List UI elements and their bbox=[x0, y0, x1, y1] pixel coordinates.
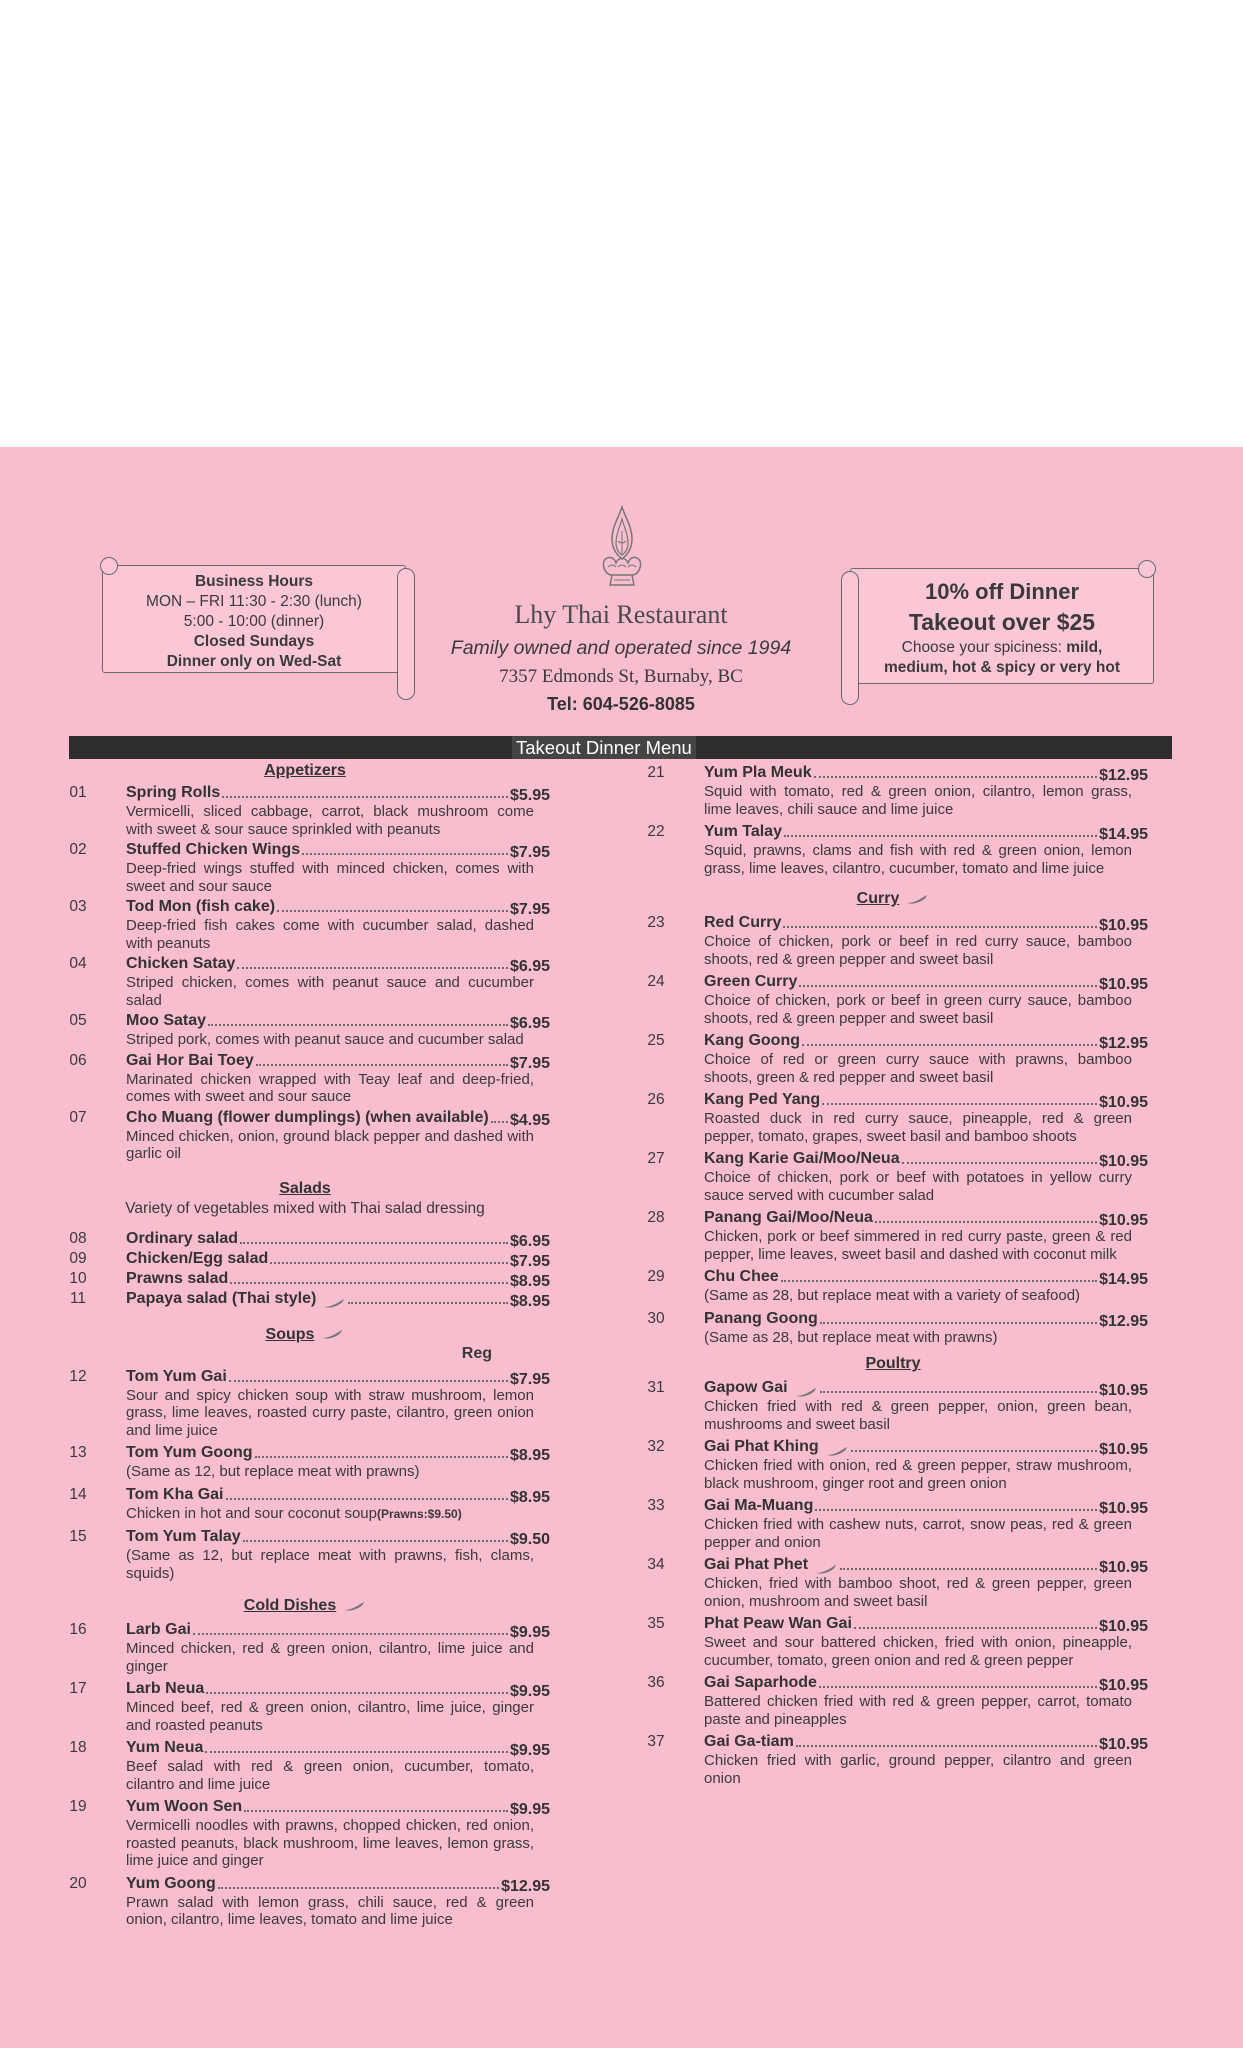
item-number: 13 bbox=[69, 1444, 87, 1461]
item-number: 35 bbox=[647, 1615, 665, 1632]
menu-item bbox=[60, 1289, 550, 1309]
menu-item bbox=[60, 1367, 550, 1440]
dot-leader bbox=[244, 1810, 508, 1812]
dot-leader bbox=[240, 1242, 508, 1244]
item-price: $6.95 bbox=[509, 958, 550, 975]
item-number: 33 bbox=[647, 1497, 665, 1514]
thai-crown-logo bbox=[598, 505, 646, 591]
menu-item bbox=[60, 1527, 550, 1582]
item-name: Kang Ped Yang bbox=[704, 1091, 821, 1108]
item-price: $5.95 bbox=[509, 787, 550, 804]
item-number: 05 bbox=[69, 1012, 87, 1029]
menu-item bbox=[638, 1732, 1148, 1787]
item-number: 37 bbox=[647, 1733, 665, 1750]
item-name: Gai Phat Phet bbox=[704, 1556, 809, 1573]
dot-leader bbox=[243, 1540, 508, 1542]
menu-item bbox=[638, 972, 1148, 1027]
dot-leader bbox=[802, 1044, 1097, 1046]
item-name: Green Curry bbox=[704, 973, 798, 990]
promo-discount: 10% off Dinner bbox=[924, 579, 1080, 604]
hours-dinner: 5:00 - 10:00 (dinner) bbox=[183, 613, 325, 630]
item-description: Choice of chicken, pork or beef in red curry sauce, bamboo shoots, red & green pepper and sweet basil bbox=[704, 933, 1132, 968]
item-number: 23 bbox=[647, 914, 665, 931]
dot-leader bbox=[230, 1282, 508, 1284]
item-price: $10.95 bbox=[1099, 1677, 1148, 1694]
item-price: $7.95 bbox=[509, 901, 550, 918]
menu-item bbox=[638, 1149, 1148, 1204]
item-price: $4.95 bbox=[509, 1111, 550, 1129]
menu-item bbox=[60, 1620, 550, 1675]
promo-banner bbox=[850, 568, 1154, 684]
item-description: Chicken in hot and sour coconut soup(Prawns:$9.50) bbox=[126, 1504, 462, 1522]
menu-item bbox=[60, 954, 550, 1009]
right-column bbox=[638, 759, 1148, 1787]
item-name: Yum Pla Meuk bbox=[704, 764, 812, 781]
item-description: Chicken fried with cashew nuts, carrot, snow peas, red & green pepper and onion bbox=[704, 1516, 1132, 1551]
dot-leader bbox=[796, 1745, 1097, 1747]
item-name: Tom Kha Gai bbox=[126, 1485, 224, 1503]
chili-pepper-icon bbox=[342, 1600, 366, 1612]
menu-item bbox=[60, 1485, 550, 1524]
item-number: 08 bbox=[69, 1229, 87, 1247]
menu-item bbox=[638, 763, 1148, 818]
item-description-extra: (Prawns:$9.50) bbox=[377, 1506, 462, 1521]
item-price: $12.95 bbox=[1099, 1035, 1148, 1052]
item-description: Sour and spicy chicken soup with straw mushroom, lemon grass, lime leaves, roasted curry paste, cilantro, green onion and lime juice bbox=[126, 1386, 534, 1439]
item-name: Tom Yum Gai bbox=[126, 1367, 227, 1385]
menu-item bbox=[60, 1443, 550, 1481]
item-name: Spring Rolls bbox=[126, 784, 221, 801]
menu-item bbox=[60, 783, 550, 838]
item-number: 11 bbox=[69, 1289, 87, 1307]
item-number: 24 bbox=[647, 973, 665, 990]
item-number: 12 bbox=[69, 1367, 87, 1385]
hours-title: Business Hours bbox=[194, 573, 313, 590]
item-price: $6.95 bbox=[509, 1015, 550, 1032]
promo-spiciness-levels: medium, hot & spicy or very hot bbox=[884, 659, 1120, 676]
dot-leader bbox=[820, 1322, 1097, 1324]
item-name: Panang Goong bbox=[704, 1309, 818, 1327]
item-price: $7.95 bbox=[509, 1370, 550, 1388]
item-number: 17 bbox=[69, 1680, 87, 1697]
item-name: Panang Gai/Moo/Neua bbox=[704, 1209, 873, 1226]
dot-leader bbox=[277, 910, 508, 912]
item-description: (Same as 12, but replace meat with prawns) bbox=[126, 1463, 420, 1480]
item-number: 09 bbox=[69, 1249, 87, 1267]
item-name: Ordinary salad bbox=[126, 1229, 239, 1247]
item-name: Kang Karie Gai/Moo/Neua bbox=[704, 1150, 900, 1167]
dot-leader bbox=[226, 1498, 508, 1500]
item-description: Chicken fried with onion, red & green pepper, straw mushroom, black mushroom, ginger root and green onion bbox=[704, 1457, 1132, 1492]
item-price: $10.95 bbox=[1099, 1441, 1148, 1458]
promo-spiciness: Choose your spiciness: mild, bbox=[901, 639, 1103, 656]
menu-item bbox=[638, 822, 1148, 877]
dot-leader bbox=[875, 1221, 1097, 1223]
hours-weekday: MON – FRI 11:30 - 2:30 (lunch) bbox=[146, 593, 362, 610]
item-price: $10.95 bbox=[1099, 1153, 1148, 1170]
menu-item bbox=[60, 840, 550, 895]
menu-item bbox=[638, 1614, 1148, 1669]
item-price: $8.95 bbox=[509, 1272, 550, 1290]
item-price: $7.95 bbox=[509, 1054, 550, 1072]
dot-leader bbox=[815, 1509, 1097, 1511]
item-description: Striped chicken, comes with peanut sauce and cucumber salad bbox=[126, 974, 534, 1009]
item-number: 01 bbox=[69, 784, 87, 801]
item-name: Tom Yum Talay bbox=[126, 1528, 241, 1545]
item-name: Gai Saparhode bbox=[704, 1674, 817, 1691]
item-number: 07 bbox=[69, 1108, 87, 1126]
item-description: Choice of chicken, pork or beef in green curry sauce, bamboo shoots, red & green pepper and sweet basil bbox=[704, 992, 1132, 1027]
left-column bbox=[60, 759, 550, 1929]
menu-item bbox=[638, 1031, 1148, 1086]
hours-closed: Closed Sundays bbox=[193, 633, 315, 650]
dot-leader bbox=[814, 776, 1097, 778]
menu-item bbox=[638, 1437, 1148, 1492]
item-price: $10.95 bbox=[1099, 1212, 1148, 1229]
item-name: Red Curry bbox=[704, 914, 782, 931]
menu-item bbox=[638, 1378, 1148, 1433]
item-number: 25 bbox=[647, 1032, 665, 1049]
item-description: Chicken fried with garlic, ground pepper, cilantro and green onion bbox=[704, 1752, 1132, 1787]
dot-leader bbox=[206, 1692, 508, 1694]
section-appetizers: Appetizers bbox=[264, 762, 346, 779]
item-description: Chicken, fried with bamboo shoot, red & green pepper, green onion, mushroom and sweet basil bbox=[704, 1575, 1132, 1610]
item-description: Chicken, pork or beef simmered in red curry paste, green & red pepper, lime leaves, sweet basil and dashed with coconut milk bbox=[704, 1228, 1132, 1263]
item-price: $10.95 bbox=[1099, 976, 1148, 993]
item-name: Yum Woon Sen bbox=[126, 1798, 243, 1815]
item-description: Beef salad with red & green onion, cucumber, tomato, cilantro and lime juice bbox=[126, 1758, 534, 1793]
dot-leader bbox=[851, 1450, 1097, 1452]
menu-item bbox=[60, 1874, 550, 1929]
item-name: Papaya salad (Thai style) bbox=[126, 1289, 317, 1307]
dot-leader bbox=[783, 926, 1097, 928]
item-number: 19 bbox=[69, 1798, 87, 1815]
dot-leader bbox=[902, 1162, 1097, 1164]
item-name: Kang Goong bbox=[704, 1032, 800, 1049]
menu-item bbox=[60, 1011, 550, 1049]
item-description: Battered chicken fried with red & green pepper, carrot, tomato paste and pineapples bbox=[704, 1693, 1132, 1728]
dot-leader bbox=[348, 1302, 508, 1304]
dot-leader bbox=[270, 1262, 508, 1264]
item-price: $14.95 bbox=[1099, 826, 1148, 843]
item-description: Vermicelli, sliced cabbage, carrot, black mushroom come with sweet & sour sauce sprinkled with peanuts bbox=[126, 803, 534, 838]
business-hours-banner bbox=[102, 565, 406, 673]
restaurant-tagline: Family owned and operated since 1994 bbox=[450, 637, 792, 659]
dot-leader bbox=[193, 1633, 508, 1635]
item-name: Yum Talay bbox=[704, 823, 782, 840]
item-price: $8.95 bbox=[509, 1292, 550, 1310]
item-price: $9.95 bbox=[509, 1624, 550, 1641]
item-name: Cho Muang (flower dumplings) (when available) bbox=[126, 1108, 489, 1126]
dot-leader bbox=[302, 853, 508, 855]
item-number: 03 bbox=[69, 898, 87, 915]
item-price: $10.95 bbox=[1099, 1618, 1148, 1635]
item-price: $10.95 bbox=[1099, 1382, 1148, 1399]
menu-title-bar bbox=[69, 736, 1172, 759]
item-number: 04 bbox=[69, 955, 87, 972]
item-name: Yum Goong bbox=[126, 1874, 216, 1892]
item-name: Gai Phat Khing bbox=[704, 1438, 819, 1455]
dot-leader bbox=[205, 1751, 508, 1753]
item-description: Choice of chicken, pork or beef with potatoes in yellow curry sauce served with cucumber salad bbox=[704, 1169, 1132, 1204]
item-number: 20 bbox=[69, 1874, 87, 1892]
menu-item bbox=[60, 1229, 550, 1249]
item-name: Moo Satay bbox=[126, 1012, 207, 1029]
item-price: $12.95 bbox=[501, 1877, 550, 1895]
item-number: 15 bbox=[69, 1528, 87, 1545]
item-description: Deep-fried fish cakes come with cucumber salad, dashed with peanuts bbox=[126, 917, 534, 952]
menu-item bbox=[638, 1673, 1148, 1728]
menu-item bbox=[60, 1679, 550, 1734]
item-price: $14.95 bbox=[1099, 1271, 1148, 1288]
menu-item bbox=[60, 1269, 550, 1289]
item-name: Chicken Satay bbox=[126, 955, 236, 972]
menu-item bbox=[60, 1108, 550, 1163]
dot-leader bbox=[822, 1103, 1097, 1105]
item-name: Larb Gai bbox=[126, 1621, 191, 1638]
item-number: 06 bbox=[69, 1051, 87, 1069]
item-price: $7.95 bbox=[509, 1252, 550, 1270]
item-description: Squid, prawns, clams and fish with red & green onion, lemon grass, lime leaves, cilantro, cucumber, tomato and lime juice bbox=[704, 842, 1132, 877]
dot-leader bbox=[208, 1024, 508, 1026]
item-price: $9.95 bbox=[509, 1683, 550, 1700]
soups-reg-label: Reg bbox=[461, 1344, 492, 1362]
dot-leader bbox=[256, 1064, 508, 1066]
menu-item bbox=[60, 1738, 550, 1793]
item-number: 18 bbox=[69, 1739, 87, 1756]
section-soups: Soups bbox=[60, 1325, 550, 1345]
dot-leader bbox=[237, 967, 508, 969]
dot-leader bbox=[222, 796, 508, 798]
item-number: 16 bbox=[69, 1621, 87, 1638]
item-number: 27 bbox=[647, 1150, 665, 1167]
item-price: $9.95 bbox=[509, 1801, 550, 1818]
restaurant-header bbox=[400, 597, 842, 717]
dot-leader bbox=[491, 1121, 508, 1123]
chili-pepper-icon bbox=[905, 893, 929, 905]
item-description: Vermicelli noodles with prawns, chopped chicken, red onion, roasted peanuts, black mushroom, lime leaves, lemon grass, lime juice and ginger bbox=[126, 1817, 534, 1869]
item-description: Squid with tomato, red & green onion, cilantro, lemon grass, lime leaves, chili sauce and lime juice bbox=[704, 783, 1132, 818]
item-name: Tod Mon (fish cake) bbox=[126, 898, 276, 915]
item-description: Minced chicken, onion, ground black pepper and dashed with garlic oil bbox=[126, 1127, 534, 1162]
item-number: 31 bbox=[647, 1379, 665, 1396]
item-price: $10.95 bbox=[1099, 1094, 1148, 1111]
section-cold-dishes: Cold Dishes bbox=[60, 1596, 550, 1616]
section-curry: Curry bbox=[638, 889, 1148, 909]
menu-item bbox=[638, 1309, 1148, 1347]
menu-item bbox=[638, 1496, 1148, 1551]
item-price: $12.95 bbox=[1099, 767, 1148, 784]
item-name: Prawns salad bbox=[126, 1269, 229, 1287]
menu-item bbox=[638, 913, 1148, 968]
item-number: 26 bbox=[647, 1091, 665, 1108]
item-number: 14 bbox=[69, 1485, 87, 1503]
chili-pepper-icon bbox=[322, 1297, 346, 1309]
item-price: $10.95 bbox=[1099, 917, 1148, 934]
item-price: $9.95 bbox=[509, 1742, 550, 1759]
item-name: Gapow Gai bbox=[704, 1379, 788, 1396]
promo-condition: Takeout over $25 bbox=[908, 609, 1096, 635]
item-description: Prawn salad with lemon grass, chili sauce, red & green onion, cilantro, lime leaves, tomato and lime juice bbox=[126, 1893, 534, 1928]
item-description: Marinated chicken wrapped with Teay leaf and deep-fried, comes with sweet and sour sauce bbox=[126, 1070, 534, 1105]
dot-leader bbox=[255, 1456, 508, 1458]
menu-item bbox=[638, 1267, 1148, 1305]
item-description: Chicken fried with red & green pepper, onion, green bean, mushrooms and sweet basil bbox=[704, 1398, 1132, 1433]
dot-leader bbox=[840, 1568, 1097, 1570]
item-name: Larb Neua bbox=[126, 1680, 205, 1697]
item-number: 21 bbox=[647, 764, 665, 781]
item-name: Phat Peaw Wan Gai bbox=[704, 1615, 852, 1632]
dot-leader bbox=[784, 835, 1097, 837]
menu-item bbox=[60, 1797, 550, 1870]
hours-dinner-only: Dinner only on Wed-Sat bbox=[166, 653, 342, 670]
item-name: Chu Chee bbox=[704, 1268, 779, 1285]
item-number: 28 bbox=[647, 1209, 665, 1226]
item-description: (Same as 28, but replace meat with a variety of seafood) bbox=[704, 1287, 1081, 1304]
menu-title: Takeout Dinner Menu bbox=[512, 736, 696, 759]
menu-item bbox=[638, 1555, 1148, 1610]
item-number: 34 bbox=[647, 1556, 665, 1573]
item-description: Sweet and sour battered chicken, fried with onion, pineapple, cucumber, tomato, green onion and red & green pepper bbox=[704, 1634, 1132, 1669]
item-price: $10.95 bbox=[1099, 1500, 1148, 1517]
item-name: Stuffed Chicken Wings bbox=[126, 841, 301, 858]
item-price: $8.95 bbox=[509, 1447, 550, 1464]
item-description: Minced chicken, red & green onion, cilantro, lime juice and ginger bbox=[126, 1640, 534, 1675]
item-number: 32 bbox=[647, 1438, 665, 1455]
item-name: Gai Ga-tiam bbox=[704, 1733, 794, 1750]
item-price: $7.95 bbox=[509, 844, 550, 861]
menu-item bbox=[60, 1249, 550, 1269]
item-price: $12.95 bbox=[1099, 1312, 1148, 1330]
item-description: (Same as 28, but replace meat with prawns) bbox=[704, 1328, 998, 1346]
item-number: 02 bbox=[69, 841, 87, 858]
restaurant-name: Lhy Thai Restaurant bbox=[514, 600, 728, 629]
item-description: Choice of red or green curry sauce with prawns, bamboo shoots, green & red pepper and sweet basil bbox=[704, 1051, 1132, 1086]
item-number: 22 bbox=[647, 823, 665, 840]
item-name: Chicken/Egg salad bbox=[126, 1249, 269, 1267]
item-description: Minced beef, red & green onion, cilantro, lime juice, ginger and roasted peanuts bbox=[126, 1699, 534, 1734]
item-price: $10.95 bbox=[1099, 1736, 1148, 1753]
menu-item bbox=[60, 1051, 550, 1106]
item-name: Gai Ma-Muang bbox=[704, 1497, 814, 1514]
item-number: 10 bbox=[69, 1269, 87, 1287]
item-name: Tom Yum Goong bbox=[126, 1444, 253, 1461]
item-description: Roasted duck in red curry sauce, pineapple, red & green pepper, tomato, grapes, sweet basil and bamboo shoots bbox=[704, 1110, 1132, 1145]
dot-leader bbox=[799, 985, 1097, 987]
item-price: $8.95 bbox=[509, 1488, 550, 1506]
item-description: Deep-fried wings stuffed with minced chicken, comes with sweet and sour sauce bbox=[126, 860, 534, 895]
chili-pepper-icon bbox=[825, 1445, 849, 1457]
item-name: Yum Neua bbox=[126, 1739, 204, 1756]
dot-leader bbox=[854, 1627, 1097, 1629]
item-price: $10.95 bbox=[1099, 1559, 1148, 1576]
chili-pepper-icon bbox=[814, 1563, 838, 1575]
dot-leader bbox=[820, 1391, 1097, 1393]
menu-item bbox=[638, 1090, 1148, 1145]
section-salads: Salads bbox=[279, 1179, 331, 1197]
restaurant-address: 7357 Edmonds St, Burnaby, BC bbox=[499, 666, 743, 687]
menu-item bbox=[638, 1208, 1148, 1263]
item-price: $9.50 bbox=[509, 1531, 550, 1548]
dot-leader bbox=[819, 1686, 1097, 1688]
chili-pepper-icon bbox=[794, 1386, 818, 1398]
chili-pepper-icon bbox=[320, 1328, 344, 1340]
menu-item bbox=[60, 897, 550, 952]
salads-note: Variety of vegetables mixed with Thai salad dressing bbox=[125, 1199, 485, 1217]
item-price: $6.95 bbox=[509, 1232, 550, 1250]
item-number: 29 bbox=[647, 1268, 665, 1285]
item-number: 30 bbox=[647, 1309, 665, 1327]
item-number: 36 bbox=[647, 1674, 665, 1691]
restaurant-phone: Tel: 604-526-8085 bbox=[547, 694, 695, 714]
item-description: Striped pork, comes with peanut sauce and cucumber salad bbox=[126, 1031, 524, 1048]
section-poultry: Poultry bbox=[865, 1355, 921, 1372]
item-name: Gai Hor Bai Toey bbox=[126, 1051, 254, 1069]
menu-sheet bbox=[0, 447, 1243, 2048]
dot-leader bbox=[218, 1887, 499, 1889]
dot-leader bbox=[229, 1380, 508, 1382]
dot-leader bbox=[781, 1280, 1097, 1282]
item-description: (Same as 12, but replace meat with prawns, fish, clams, squids) bbox=[126, 1547, 534, 1582]
